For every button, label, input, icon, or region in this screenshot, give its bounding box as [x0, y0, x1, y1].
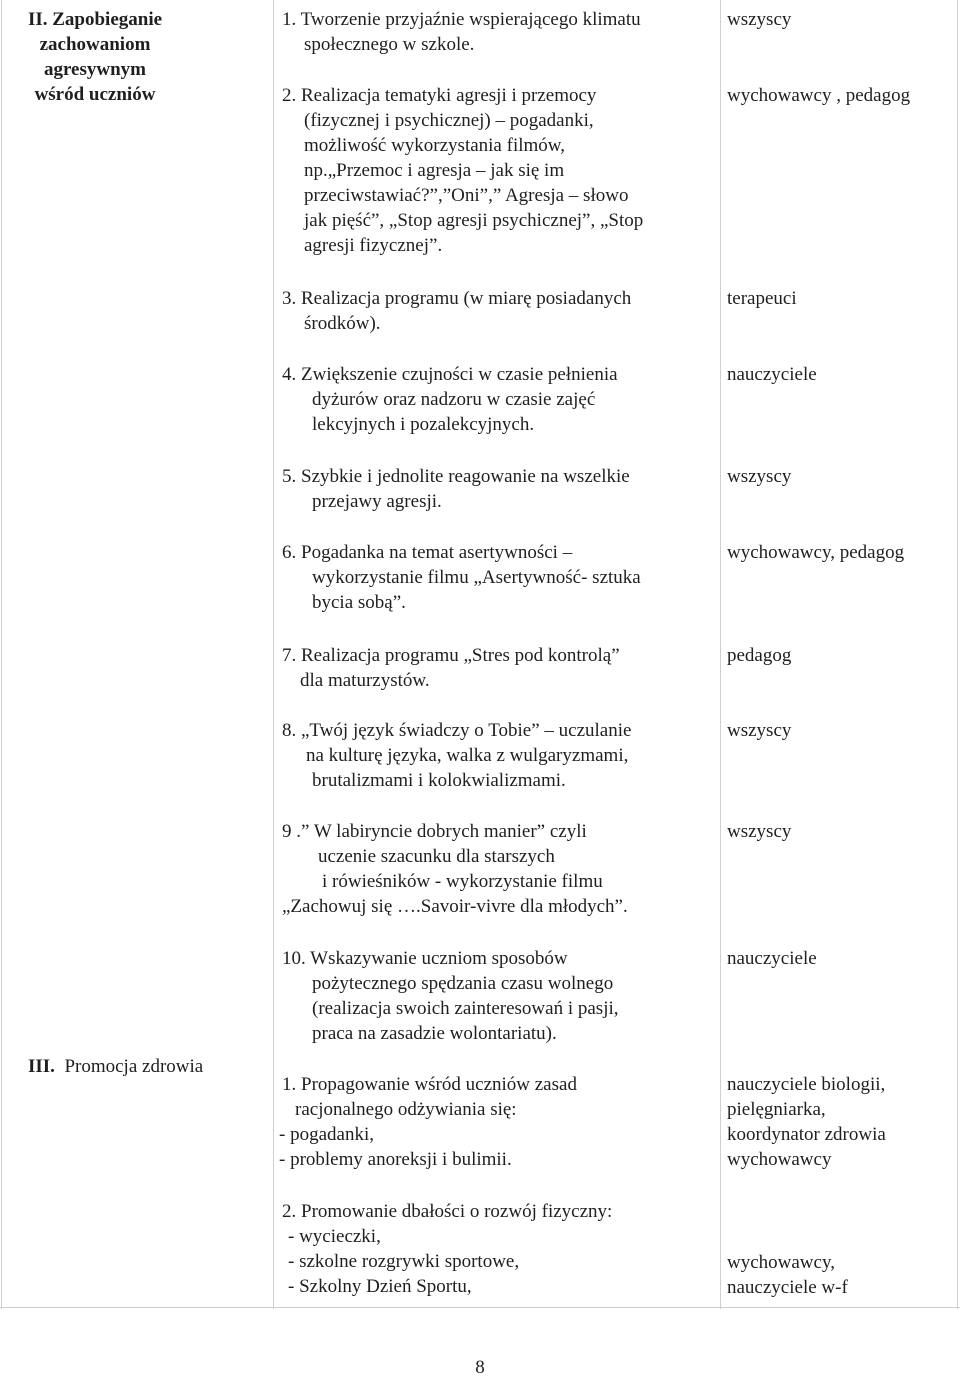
- responsible-cell: nauczyciele: [727, 948, 817, 969]
- responsible-cell: wychowawcy, pedagog: [727, 542, 905, 563]
- responsible-cell: wychowawcy, nauczyciele w-f: [727, 1252, 848, 1298]
- responsible-cell: nauczyciele biologii, pielęgniarka, koordynator zdrowia wychowawcy: [727, 1074, 886, 1170]
- table-column-divider: [273, 0, 274, 1309]
- responsible-cell: pedagog: [727, 645, 792, 666]
- table-column-divider: [720, 0, 721, 1309]
- responsible-cell: wszyscy: [727, 466, 792, 487]
- table-border-bottom: [0, 1307, 960, 1308]
- list-item: 10. Wskazywanie uczniom sposobów pożytecznego spędzania czasu wolnego (realizacja swoich zainteresowań i pasji, praca na zasadzie wolontariatu).: [282, 948, 619, 1044]
- responsible-cell: wszyscy: [727, 720, 792, 741]
- list-item: 5. Szybkie i jednolite reagowanie na wszelkie przejawy agresji.: [282, 466, 630, 512]
- list-item: 2. Promowanie dbałości o rozwój fizyczny: - wycieczki, - szkolne rozgrywki sportowe, - Szkolny Dzień Sportu,: [282, 1201, 613, 1297]
- table-border-right: [957, 0, 958, 1309]
- list-item: 2. Realizacja tematyki agresji i przemocy (fizycznej i psychicznej) – pogadanki, możliwość wykorzystania filmów, np.„Przemoc i agresja – jak się im przeciwstawiać?”,”Oni”,” Agresja – słowo jak pięść”, „Stop agresji psychicznej”, „Stop agresji fizycznej”.: [282, 85, 644, 256]
- section-heading-iii: III. Promocja zdrowia: [28, 1056, 204, 1077]
- responsible-cell: wychowawcy , pedagog: [727, 85, 911, 106]
- responsible-cell: terapeuci: [727, 288, 797, 309]
- list-item: 3. Realizacja programu (w miarę posiadanych środków).: [282, 288, 632, 334]
- list-item: 6. Pogadanka na temat asertywności – wykorzystanie filmu „Asertywność- sztuka bycia sobą”.: [282, 542, 641, 613]
- list-item: 9 .” W labiryncie dobrych manier” czyli uczenie szacunku dla starszych i rówieśników - wykorzystanie filmu „Zachowuj się ….Savoir-vivre dla młodych”.: [282, 821, 628, 917]
- list-item: 8. „Twój język świadczy o Tobie” – uczulanie na kulturę języka, walka z wulgaryzmami, brutalizmami i kolokwializmami.: [282, 720, 632, 791]
- list-item: 1. Propagowanie wśród uczniów zasad racjonalnego odżywiania się: - pogadanki, - problemy anoreksji i bulimii.: [279, 1074, 577, 1170]
- responsible-cell: wszyscy: [727, 9, 792, 30]
- page-number: 8: [475, 1357, 485, 1378]
- responsible-cell: nauczyciele: [727, 364, 817, 385]
- table-border-left: [1, 0, 2, 1309]
- list-item: 1. Tworzenie przyjaźnie wspierającego klimatu społecznego w szkole.: [282, 9, 641, 55]
- responsible-cell: wszyscy: [727, 821, 792, 842]
- list-item: 7. Realizacja programu „Stres pod kontrolą” dla maturzystów.: [282, 645, 620, 691]
- section-heading-ii: II. Zapobieganie zachowaniom agresywnym wśród uczniów: [27, 9, 163, 105]
- list-item: 4. Zwiększenie czujności w czasie pełnienia dyżurów oraz nadzoru w czasie zajęć lekcyjnych i pozalekcyjnych.: [282, 364, 618, 435]
